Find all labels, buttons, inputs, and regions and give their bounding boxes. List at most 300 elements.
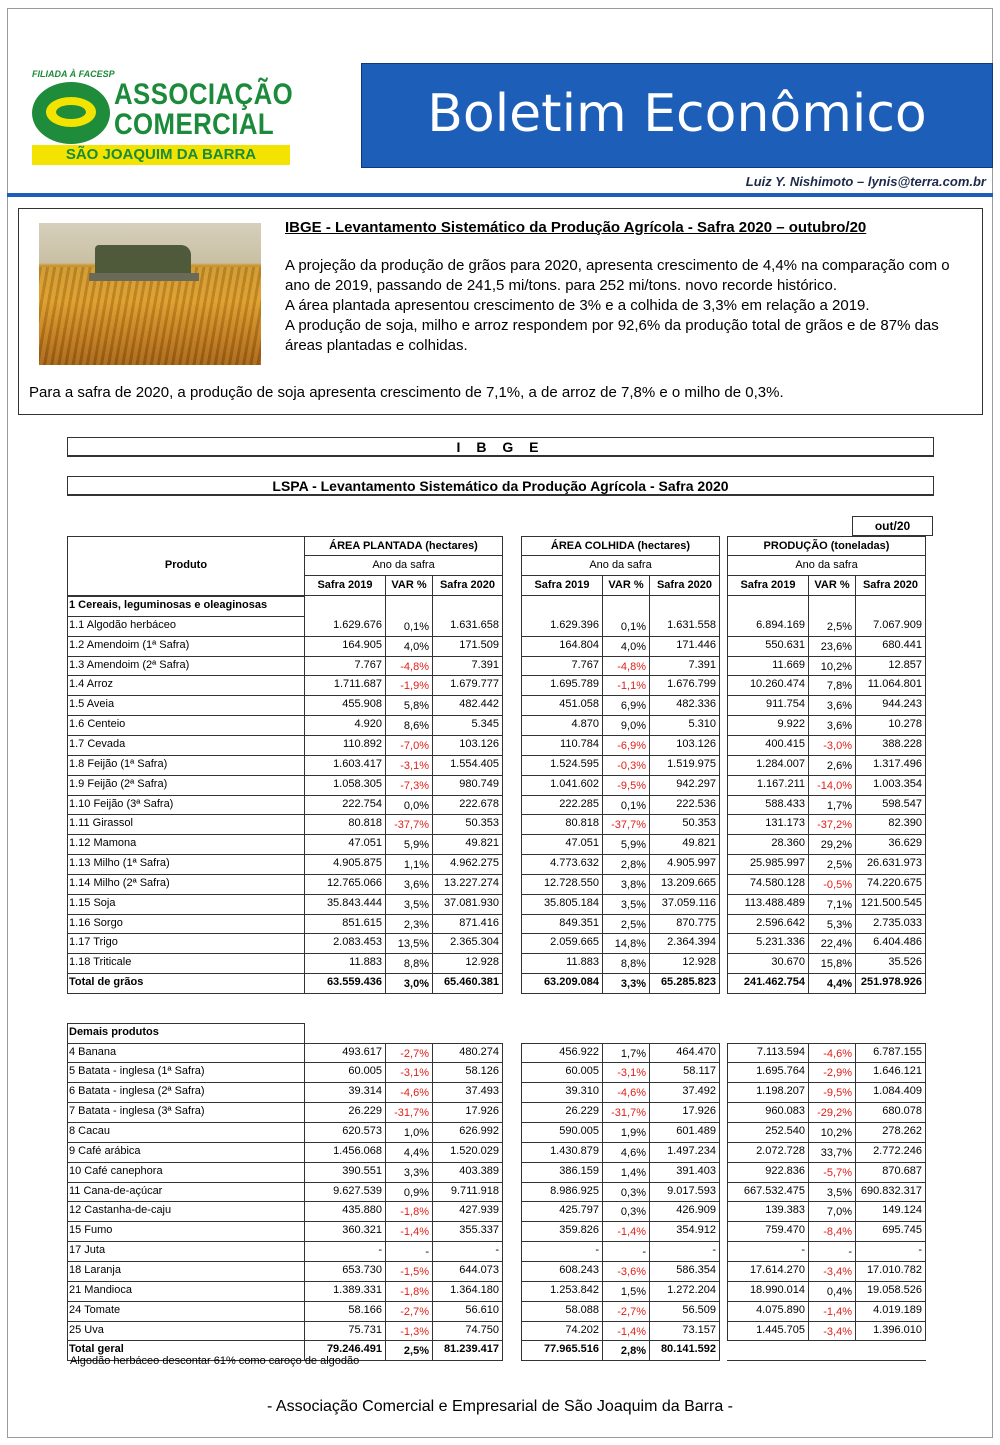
table-footnote: Algodão herbáceo descontar 61% como caroço de algodão: [70, 1355, 360, 1367]
logo-line-1: ASSOCIAÇÃO: [114, 78, 294, 111]
table-row-label: 11 Cana-de-açúcar: [69, 1184, 163, 1197]
table-cell: -1,4%: [400, 1226, 429, 1239]
row-divider: [727, 1102, 926, 1103]
row-divider: [67, 1241, 305, 1242]
row-divider: [727, 1301, 926, 1302]
table-cell: 425.797: [559, 1204, 599, 1217]
table-cell: 251.978.926: [860, 976, 922, 989]
row-divider: [521, 1340, 720, 1341]
row-divider: [521, 993, 720, 994]
group-header: ÁREA PLANTADA (hectares): [304, 536, 503, 556]
table-cell: 58.088: [565, 1303, 599, 1316]
table-cell: 3,8%: [620, 878, 646, 891]
table-cell: 5.310: [688, 718, 716, 731]
table-row-label: 1.15 Soja: [69, 896, 116, 909]
row-divider: [521, 933, 720, 934]
table-cell: 37.059.116: [661, 896, 716, 909]
table-cell: -9,5%: [823, 1087, 852, 1100]
table-cell: 7.391: [688, 658, 716, 671]
table-cell: 690.832.317: [860, 1184, 922, 1197]
table-cell: 1,7%: [826, 799, 852, 812]
row-divider: [521, 973, 720, 974]
table-cell: 4.870: [571, 718, 599, 731]
table-cell: 680.078: [882, 1105, 922, 1118]
table-row-label: 1.16 Sorgo: [69, 916, 123, 929]
row-divider: [521, 1321, 720, 1322]
table-cell: 0,3%: [620, 1186, 646, 1199]
table-cell: 6.404.486: [873, 936, 922, 949]
table-cell: 2.596.642: [756, 916, 805, 929]
table-cell: 11.064.801: [867, 678, 922, 691]
table-cell: 1,4%: [620, 1166, 646, 1179]
row-divider: [521, 1301, 720, 1302]
table-cell: 1,7%: [620, 1047, 646, 1060]
table-cell: 4.773.632: [550, 857, 599, 870]
row-divider: [67, 814, 305, 815]
column-header: Safra 2019: [727, 575, 809, 596]
lspa-title: LSPA - Levantamento Sistemático da Produção Agrícola - Safra 2020: [67, 476, 934, 496]
row-divider: [67, 1340, 305, 1341]
row-divider: [304, 755, 503, 756]
row-divider: [304, 1062, 503, 1063]
table-cell: 0,0%: [403, 799, 429, 812]
table-cell: 4.962.275: [450, 857, 499, 870]
table-cell: 37.081.930: [443, 896, 499, 909]
table-cell: 9.627.539: [333, 1184, 382, 1197]
row-divider: [67, 795, 305, 796]
table-cell: 4,4%: [403, 1146, 429, 1159]
table-cell: -29,2%: [817, 1107, 852, 1120]
row-divider: [304, 1182, 503, 1183]
table-cell: 5,9%: [620, 839, 646, 852]
row-divider: [304, 834, 503, 835]
table-row-label: 1.17 Trigo: [69, 936, 118, 949]
group-header: ÁREA COLHIDA (hectares): [521, 536, 720, 556]
table-cell: 1.167.211: [756, 777, 805, 790]
row-divider: [304, 1301, 503, 1302]
table-row-label: 21 Mandioca: [69, 1283, 132, 1296]
table-cell: 1.679.777: [450, 678, 499, 691]
table-cell: 590.005: [559, 1125, 599, 1138]
row-divider: [521, 894, 720, 895]
row-divider: [67, 755, 305, 756]
table-cell: 1.497.234: [667, 1144, 716, 1157]
row-divider: [727, 755, 926, 756]
table-cell: 110.784: [560, 737, 599, 750]
table-cell: 12.728.550: [543, 876, 599, 889]
table-cell: 427.939: [459, 1204, 499, 1217]
table-cell: 586.354: [676, 1263, 716, 1276]
table-cell: 2.059.665: [550, 936, 599, 949]
table-cell: 1.445.705: [756, 1323, 805, 1336]
row-divider: [67, 854, 305, 855]
row-divider: [727, 636, 926, 637]
table-cell: -3,4%: [823, 1265, 852, 1278]
produto-header: Produto: [67, 536, 305, 596]
table-cell: 80.141.592: [660, 1343, 716, 1356]
table-cell: 601.489: [676, 1125, 716, 1138]
table-row-label: 1.5 Aveia: [69, 698, 115, 711]
table-cell: 77.965.516: [543, 1343, 599, 1356]
table-cell: 7.391: [471, 658, 499, 671]
table-cell: 6,9%: [620, 700, 646, 713]
table-cell: 1.629.396: [550, 618, 599, 631]
row-divider: [727, 1360, 926, 1361]
table-cell: 7,1%: [826, 898, 852, 911]
table-cell: -: [801, 1244, 805, 1257]
table-cell: 1.695.764: [756, 1065, 805, 1078]
row-divider: [67, 1281, 305, 1282]
ano-safra-header: Ano da safra: [727, 555, 926, 576]
table-cell: 35.805.184: [543, 896, 599, 909]
table-cell: -3,4%: [823, 1325, 852, 1338]
table-cell: 13.227.274: [443, 876, 499, 889]
row-divider: [727, 1162, 926, 1163]
table-cell: -: [595, 1244, 599, 1257]
table-cell: 2.735.033: [873, 916, 922, 929]
table-cell: 56.610: [465, 1303, 499, 1316]
column-divider: [808, 596, 809, 993]
table-cell: 58.166: [348, 1303, 382, 1316]
table-cell: 6.894.169: [756, 618, 805, 631]
table-cell: -1,8%: [400, 1206, 429, 1219]
table-cell: 354.912: [676, 1224, 716, 1237]
row-divider: [304, 953, 503, 954]
column-divider: [67, 596, 68, 993]
table-cell: 75.731: [348, 1323, 382, 1336]
table-cell: 2,3%: [403, 918, 429, 931]
column-header: VAR %: [808, 575, 856, 596]
table-cell: -2,7%: [400, 1305, 429, 1318]
table-cell: 12.765.066: [326, 876, 382, 889]
table-cell: 480.274: [459, 1045, 499, 1058]
table-row-label: 1.6 Centeio: [69, 718, 126, 731]
table-cell: 588.433: [765, 797, 805, 810]
table-cell: 3,5%: [826, 1186, 852, 1199]
column-divider: [385, 1043, 386, 1361]
table-cell: 1.456.068: [333, 1144, 382, 1157]
table-cell: 1.646.121: [873, 1065, 922, 1078]
row-divider: [521, 1281, 720, 1282]
table-cell: 851.615: [342, 916, 382, 929]
section-title: 1 Cereais, leguminosas e oleaginosas: [69, 599, 268, 611]
row-divider: [304, 1082, 503, 1083]
table-cell: 12.857: [888, 658, 922, 671]
intro-body: [285, 256, 975, 356]
table-cell: 0,3%: [620, 1206, 646, 1219]
table-cell: 911.754: [766, 698, 805, 711]
table-cell: 653.730: [342, 1263, 382, 1276]
row-divider: [521, 775, 720, 776]
row-divider: [67, 1221, 305, 1222]
row-divider: [521, 1182, 720, 1183]
table-cell: 644.073: [459, 1263, 499, 1276]
table-cell: 10,2%: [820, 1127, 852, 1140]
table-cell: 12.928: [682, 956, 716, 969]
table-cell: 17.614.270: [749, 1263, 805, 1276]
table-cell: 23,6%: [820, 640, 852, 653]
table-cell: 1,0%: [403, 1127, 429, 1140]
intro-heading: IBGE - Levantamento Sistemático da Produção Agrícola - Safra 2020 – outubro/20: [285, 219, 867, 236]
table-cell: 56.509: [682, 1303, 716, 1316]
column-divider: [649, 1043, 650, 1361]
table-cell: 58.126: [465, 1065, 499, 1078]
table-cell: 0,9%: [403, 1186, 429, 1199]
row-divider: [727, 735, 926, 736]
table-row-label: 1.10 Feijão (3ª Safra): [69, 797, 174, 810]
row-divider: [67, 1043, 305, 1044]
row-divider: [304, 874, 503, 875]
row-divider: [304, 636, 503, 637]
table-cell: -2,9%: [823, 1067, 852, 1080]
table-cell: 759.470: [765, 1224, 805, 1237]
table-cell: 464.470: [676, 1045, 716, 1058]
row-divider: [67, 1201, 305, 1202]
table-cell: 1.364.180: [450, 1283, 499, 1296]
row-divider: [727, 1082, 926, 1083]
table-cell: 550.631: [765, 638, 805, 651]
table-row-label: 1.7 Cevada: [69, 737, 126, 750]
column-divider: [502, 1043, 503, 1361]
table-cell: 8,8%: [403, 958, 429, 971]
table-cell: 1.317.496: [873, 757, 922, 770]
table-cell: -1,4%: [617, 1226, 646, 1239]
ibge-title: I B G E: [67, 437, 934, 457]
table-cell: 1.284.007: [756, 757, 805, 770]
table-cell: 50.353: [682, 817, 716, 830]
table-cell: 0,1%: [620, 620, 646, 633]
table-cell: -4,6%: [823, 1047, 852, 1060]
table-cell: 455.908: [342, 698, 382, 711]
table-row-label: 1.11 Girassol: [69, 817, 133, 830]
table-cell: -1,8%: [400, 1285, 429, 1298]
table-cell: -3,1%: [400, 1067, 429, 1080]
table-cell: 103.126: [676, 737, 716, 750]
table-cell: 60.005: [565, 1065, 599, 1078]
column-header: VAR %: [602, 575, 650, 596]
table-row-label: 1.13 Milho (1ª Safra): [69, 857, 170, 870]
table-cell: 2.772.246: [873, 1144, 922, 1157]
table-cell: -3,1%: [400, 759, 429, 772]
table-cell: -: [642, 1246, 646, 1259]
table-cell: 1.430.879: [550, 1144, 599, 1157]
column-divider: [385, 596, 386, 993]
table-cell: 12.928: [465, 956, 499, 969]
column-divider: [925, 1043, 926, 1341]
table-row-label: 1.12 Mamona: [69, 837, 137, 850]
row-divider: [304, 1261, 503, 1262]
column-divider: [808, 1043, 809, 1341]
table-cell: 30.670: [771, 956, 805, 969]
table-cell: 426.909: [676, 1204, 716, 1217]
row-divider: [304, 675, 503, 676]
table-cell: 922.836: [765, 1164, 805, 1177]
row-divider: [67, 834, 305, 835]
table-cell: 26.229: [565, 1105, 599, 1118]
table-cell: 1.396.010: [873, 1323, 922, 1336]
column-header: Safra 2020: [855, 575, 926, 596]
row-divider: [727, 1122, 926, 1123]
row-divider: [521, 1360, 720, 1361]
table-row-label: 7 Batata - inglesa (3ª Safra): [69, 1105, 205, 1118]
row-divider: [304, 695, 503, 696]
column-divider: [727, 596, 728, 993]
row-divider: [304, 1142, 503, 1143]
table-cell: 3,5%: [403, 898, 429, 911]
column-header: VAR %: [385, 575, 433, 596]
table-cell: 2,8%: [620, 859, 646, 872]
table-cell: 11.883: [566, 956, 599, 969]
row-divider: [521, 795, 720, 796]
table-cell: -1,5%: [400, 1265, 429, 1278]
table-cell: 4.905.875: [333, 857, 382, 870]
table-cell: -: [848, 1246, 852, 1259]
table-cell: 5.345: [471, 718, 499, 731]
column-header: Safra 2019: [521, 575, 603, 596]
row-divider: [727, 675, 926, 676]
ano-safra-header: Ano da safra: [304, 555, 503, 576]
row-divider: [727, 795, 926, 796]
table-cell: 598.547: [882, 797, 922, 810]
table-cell: 871.416: [459, 916, 499, 929]
row-divider: [304, 1162, 503, 1163]
period-label: out/20: [852, 516, 933, 536]
column-divider: [432, 596, 433, 993]
row-divider: [67, 616, 305, 617]
intro-summary: Para a safra de 2020, a produção de soja apresenta crescimento de 7,1%, a de arroz de 7,8% e o milho de 0,3%.: [29, 384, 784, 401]
table-cell: 1.253.842: [550, 1283, 599, 1296]
table-cell: 131.173: [765, 817, 805, 830]
table-cell: 60.005: [348, 1065, 382, 1078]
table-cell: 14,8%: [614, 938, 646, 951]
table-row-label: 1.4 Arroz: [69, 678, 114, 691]
table-cell: 386.159: [559, 1164, 599, 1177]
row-divider: [521, 1122, 720, 1123]
table-cell: 47.051: [348, 837, 382, 850]
table-cell: -1,4%: [823, 1305, 852, 1318]
row-divider: [304, 1043, 503, 1044]
table-cell: 4.905.997: [667, 857, 716, 870]
table-cell: 49.821: [465, 837, 499, 850]
row-divider: [67, 914, 305, 915]
table-cell: 2.083.453: [333, 936, 382, 949]
table-cell: 3,3%: [620, 978, 646, 991]
table-row-label: 18 Laranja: [69, 1263, 121, 1276]
table-cell: 33,7%: [820, 1146, 852, 1159]
row-divider: [67, 933, 305, 934]
table-cell: 35.843.444: [326, 896, 382, 909]
table-cell: 1.631.558: [667, 618, 716, 631]
row-divider: [521, 814, 720, 815]
table-cell: 1.554.405: [450, 757, 499, 770]
table-cell: 5,3%: [826, 918, 852, 931]
table-cell: 4,6%: [620, 1146, 646, 1159]
row-divider: [67, 656, 305, 657]
column-divider: [602, 596, 603, 993]
table-cell: 121.500.545: [860, 896, 922, 909]
table-cell: 29,2%: [820, 839, 852, 852]
table-row-label: 5 Batata - inglesa (1ª Safra): [69, 1065, 205, 1078]
table-cell: -8,4%: [823, 1226, 852, 1239]
table-cell: 1.695.789: [550, 678, 599, 691]
table-cell: 222.536: [676, 797, 716, 810]
table-cell: 2,8%: [620, 1345, 646, 1358]
column-divider: [727, 1043, 728, 1341]
row-divider: [521, 1221, 720, 1222]
table-cell: 11.883: [349, 956, 382, 969]
section-title: Demais produtos: [69, 1025, 159, 1038]
row-divider: [727, 775, 926, 776]
table-row-label: 12 Castanha-de-caju: [69, 1204, 172, 1217]
author-credit: Luiz Y. Nishimoto – lynis@terra.com.br: [745, 174, 986, 189]
column-divider: [602, 1043, 603, 1361]
table-cell: 8.986.925: [550, 1184, 599, 1197]
table-row-label: 15 Fumo: [69, 1224, 113, 1237]
row-divider: [304, 775, 503, 776]
row-divider: [67, 735, 305, 736]
page-title: Boletim Econômico: [427, 84, 927, 144]
column-divider: [925, 596, 926, 993]
table-cell: -37,7%: [611, 819, 646, 832]
table-cell: 35.526: [888, 956, 922, 969]
table-cell: 493.617: [342, 1045, 382, 1058]
table-cell: 110.892: [343, 737, 382, 750]
row-divider: [727, 953, 926, 954]
table-cell: 39.310: [565, 1085, 599, 1098]
table-cell: 1,9%: [620, 1127, 646, 1140]
table-cell: 391.403: [676, 1164, 716, 1177]
row-divider: [304, 1241, 503, 1242]
row-divider: [304, 1201, 503, 1202]
table-cell: 1.519.975: [667, 757, 716, 770]
row-divider: [727, 695, 926, 696]
table-cell: 10.278: [888, 718, 922, 731]
table-row-label: 10 Café canephora: [69, 1164, 163, 1177]
table-cell: 482.442: [459, 698, 499, 711]
table-cell: 25.985.997: [749, 857, 805, 870]
table-cell: 241.462.754: [743, 976, 805, 989]
table-cell: -: [495, 1244, 499, 1257]
row-divider: [727, 715, 926, 716]
table-cell: 65.460.381: [443, 976, 499, 989]
table-cell: 49.821: [682, 837, 716, 850]
table-row-label: 1.2 Amendoim (1ª Safra): [69, 638, 190, 651]
table-cell: 113.488.489: [744, 896, 805, 909]
table-cell: 9.711.918: [450, 1184, 499, 1197]
table-cell: 2.365.304: [450, 936, 499, 949]
intro-paragraph: A produção de soja, milho e arroz respondem por 92,6% da produção total de grãos e de 87% das áreas plantadas e colhidas.: [285, 317, 939, 354]
table-cell: -1,3%: [400, 1325, 429, 1338]
table-cell: 139.383: [765, 1204, 805, 1217]
column-header: Safra 2020: [649, 575, 720, 596]
table-cell: -7,3%: [400, 779, 429, 792]
row-divider: [727, 1182, 926, 1183]
table-cell: 80.818: [565, 817, 599, 830]
table-cell: -2,7%: [617, 1305, 646, 1318]
row-divider: [67, 1261, 305, 1262]
table-cell: 164.905: [342, 638, 382, 651]
table-cell: 7.113.594: [756, 1045, 805, 1058]
row-divider: [67, 1082, 305, 1083]
row-divider: [304, 914, 503, 915]
table-cell: -4,8%: [617, 660, 646, 673]
table-cell: -: [425, 1246, 429, 1259]
table-row-label: 4 Banana: [69, 1045, 117, 1058]
row-divider: [521, 953, 720, 954]
table-cell: 870.687: [882, 1164, 922, 1177]
table-row-label: 1.9 Feijão (2ª Safra): [69, 777, 168, 790]
table-cell: -0,3%: [617, 759, 646, 772]
